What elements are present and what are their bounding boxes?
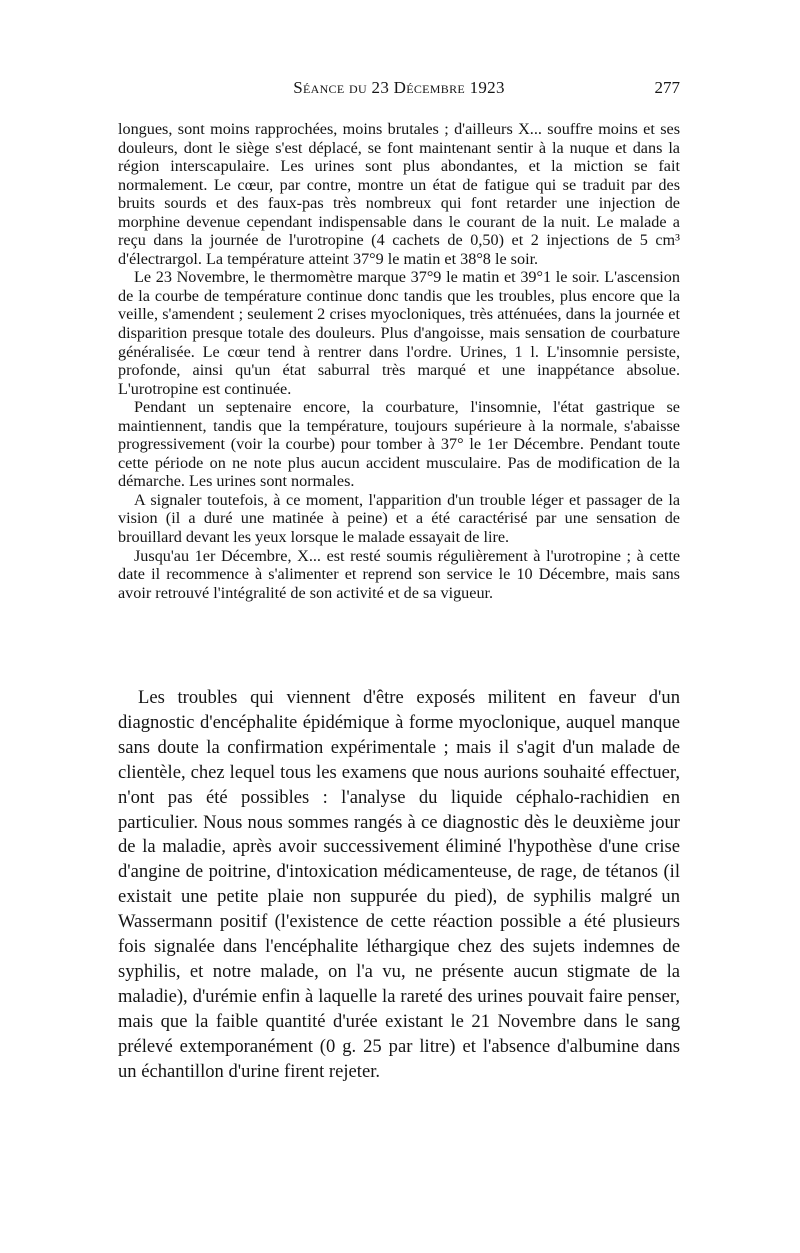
case-report-section xyxy=(118,120,680,602)
discussion-section xyxy=(118,686,680,1085)
paragraph-continuation: longues, sont moins rapprochées, moins brutales ; d'ailleurs X... souffre moins et ses douleurs, dont le siège s'est déplacé, se font maintenant sentir à la nuque et dans la région interscapulaire. Les urines sont plus abondantes, et la miction se fait normalement. Le cœur, par contre, montre un état de fatigue qui se traduit par des bruits sourds et des faux-pas très nombreux qui font retarder une injection de morphine devenue cependant indispensable dans le courant de la nuit. Le malade a reçu dans la journée de l'urotropine (4 cachets de 0,50) et 2 injections de 5 cm³ d'électrargol. La température atteint 37°9 le matin et 38°8 le soir. xyxy=(118,120,680,268)
paragraph-vision-trouble: A signaler toutefois, à ce moment, l'apparition d'un trouble léger et passager de la vision (il a duré une matinée à peine) et a été caractérisé par une sensation de brouillard devant les yeux lorsque le malade essayait de lire. xyxy=(118,490,680,547)
paragraph-diagnosis: Les troubles qui viennent d'être exposés militent en faveur d'un diagnostic d'encéphalite épidémique à forme myoclonique, auquel manque sans doute la confirmation expérimentale ; mais il s'agit d'un malade de clientèle, chez lequel tous les examens que nous aurions souhaité effectuer, n'ont pas été possibles : l'analyse du liquide céphalo-rachidien en particulier. Nous nous sommes rangés à ce diagnostic dès le deuxième jour de la maladie, après avoir successivement éliminé l'hypothèse d'une crise d'angine de poitrine, d'intoxication médicamenteuse, de rage, de tétanos (il existait une petite plaie non suppurée du pied), de syphilis malgré un Wassermann positif (l'existence de cette réaction possible a été plusieurs fois signalée dans l'encéphalite léthargique chez des sujets indemnes de syphilis, et notre malade, on l'a vu, ne présente aucun stigmate de la maladie), d'urémie enfin à laquelle la rareté des urines pouvait faire penser, mais que la faible quantité d'urée existant le 21 Novembre dans le sang prélevé extemporanément (0 g. 25 par litre) et l'absence d'albumine dans un échantillon d'urine firent rejeter. xyxy=(118,687,680,1082)
page-header xyxy=(118,78,680,102)
paragraph-december-1: Jusqu'au 1er Décembre, X... est resté soumis régulièrement à l'urotropine ; à cette date il recommence à s'alimenter et reprend son service le 10 Décembre, mais sans avoir retrouvé l'intégralité de son activité et de sa vigueur. xyxy=(118,546,680,602)
page-number: 277 xyxy=(654,78,680,97)
paragraph-septenaire: Pendant un septenaire encore, la courbature, l'insomnie, l'état gastrique se maintiennent, tandis que la température, toujours supérieure à la normale, s'abaisse progressivement (voir la courbe) pour tomber à 37° le 1er Décembre. Pendant toute cette période on ne note plus aucun accident musculaire. Pas de modification de la démarche. Les urines sont normales. xyxy=(118,398,680,491)
running-title: Séance du 23 Décembre 1923 xyxy=(293,78,505,97)
paragraph-november-23: Le 23 Novembre, le thermomètre marque 37°9 le matin et 39°1 le soir. L'ascension de la courbe de température continue donc tandis que les troubles, plus encore que la veille, s'amendent ; seulement 2 crises myocloniques, très atténuées, dans la journée et disparition presque totale des douleurs. Plus d'angoisse, mais sensation de courbature généralisée. Le cœur tend à rentrer dans l'ordre. Urines, 1 l. L'insomnie persiste, profonde, ainsi qu'un état saburral très marqué et une inappétance absolue. L'urotropine est continuée. xyxy=(118,268,680,398)
